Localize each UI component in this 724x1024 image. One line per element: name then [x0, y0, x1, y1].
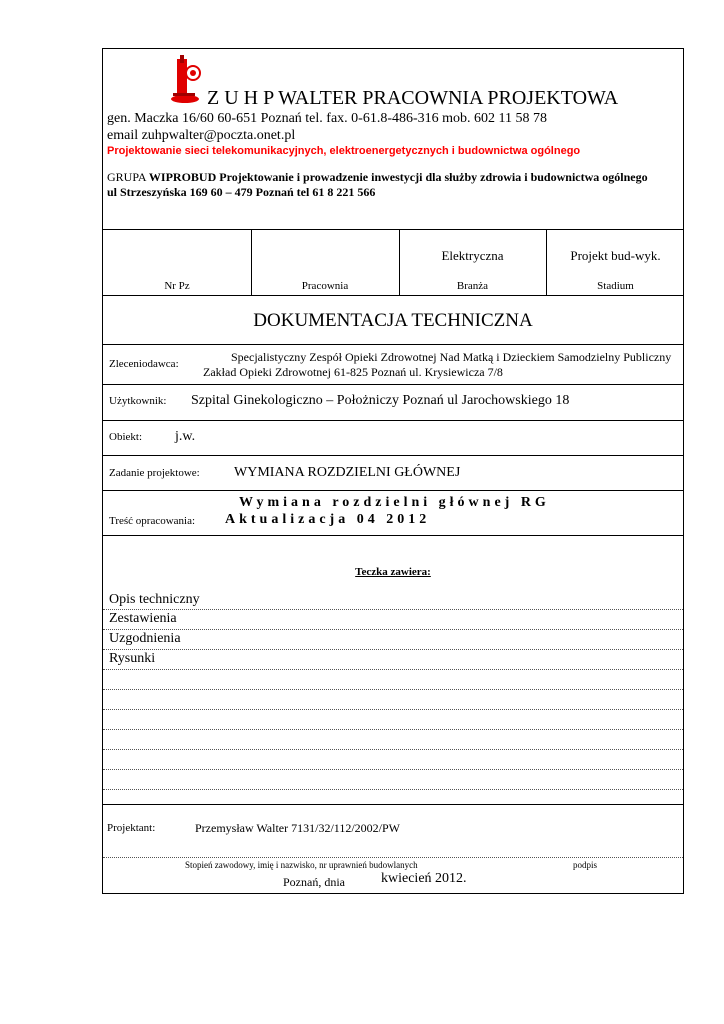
company-name: Z U H P WALTER PRACOWNIA PROJEKTOWA: [207, 87, 619, 109]
group-address: ul Strzeszyńska 169 60 – 479 Poznań tel 61 8 221 566: [107, 185, 376, 199]
group-text: WIPROBUD Projektowanie i prowadzenie inwestycji dla służby zdrowia i budownictwa ogólnego: [148, 170, 648, 184]
branza-value: Elektryczna: [441, 248, 504, 263]
document-frame: [102, 48, 684, 894]
zadanie-value: WYMIANA ROZDZIELNI GŁÓWNEJ: [234, 465, 461, 480]
document-title: DOKUMENTACJA TECHNICZNA: [253, 310, 533, 331]
tresc-label: Treść opracowania:: [109, 515, 196, 527]
zleceniodawca-line1: Specjalistyczny Zespół Opieki Zdrowotnej Nad Matką i Dzieckiem Samodzielny Publiczny: [231, 350, 672, 364]
projektant-caption: Stopień zawodowy, imię i nazwisko, nr uprawnień budowlanych: [185, 860, 418, 870]
uzytkownik-value: Szpital Ginekologiczno – Położniczy Poznań ul Jarochowskiego 18: [191, 393, 570, 408]
projektant-value: Przemysław Walter 7131/32/112/2002/PW: [195, 821, 401, 835]
branza-label: Branża: [456, 280, 489, 292]
uzytkownik-label: Użytkownik:: [109, 395, 167, 407]
teczka-item-uzgodnienia: Uzgodnienia: [109, 631, 181, 646]
podpis-label: podpis: [573, 860, 598, 870]
company-logo-icon: [167, 51, 207, 107]
company-email: email zuhpwalter@poczta.onet.pl: [107, 128, 296, 143]
projektant-label: Projektant:: [107, 822, 156, 834]
document-date: kwiecień 2012.: [381, 871, 467, 886]
tresc-line1: Wymiana rozdzielni głównej RG: [239, 495, 550, 510]
group-line: [107, 170, 648, 185]
place-label: Poznań, dnia: [283, 875, 345, 889]
stadium-label: Stadium: [597, 280, 634, 292]
services-line: Projektowanie sieci telekomunikacyjnych, elektroenergetycznych i budownictwa ogólnego: [107, 145, 581, 157]
obiekt-label: Obiekt:: [109, 431, 142, 443]
obiekt-value: j.w.: [175, 429, 196, 444]
stadium-value: Projekt bud-wyk.: [570, 248, 661, 263]
teczka-item-rysunki: Rysunki: [109, 651, 156, 666]
zleceniodawca-label: Zleceniodawca:: [109, 358, 179, 370]
pracownia-label: Pracownia: [301, 280, 349, 292]
zadanie-label: Zadanie projektowe:: [109, 467, 200, 479]
teczka-item-opis: Opis techniczny: [109, 592, 200, 607]
group-prefix: GRUPA: [107, 170, 149, 184]
company-address: gen. Maczka 16/60 60-651 Poznań tel. fax. 0-61.8-486-316 mob. 602 11 58 78: [107, 111, 548, 126]
zleceniodawca-line2: Zakład Opieki Zdrowotnej 61-825 Poznań ul. Krysiewicza 7/8: [203, 365, 503, 379]
tresc-line2: Aktualizacja 04 2012: [225, 512, 431, 527]
nr-pz-label: Nr Pz: [164, 280, 190, 292]
teczka-item-zestawienia: Zestawienia: [109, 611, 177, 626]
teczka-title: Teczka zawiera:: [355, 566, 431, 578]
